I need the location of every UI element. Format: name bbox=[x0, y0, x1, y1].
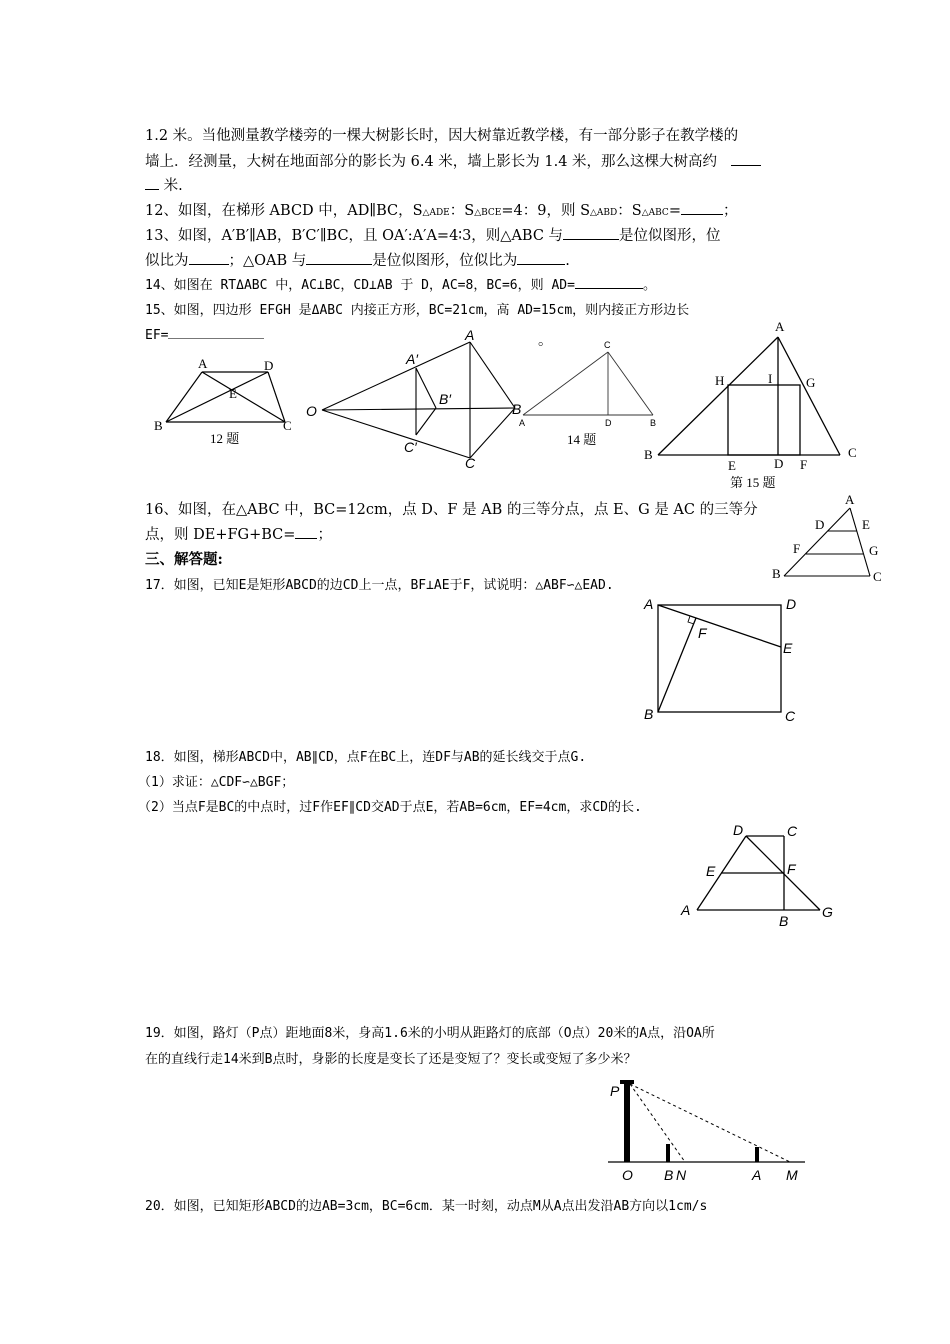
label-M: M bbox=[786, 1167, 798, 1183]
seg-AC bbox=[202, 372, 285, 422]
label-B: B bbox=[512, 401, 522, 417]
question-16: 16、如图，在△ABC 中，BC=12cm，点 D、F 是 AB 的三等分点，点 E、G 是 AC 的三等分 bbox=[145, 502, 758, 518]
seg-DC bbox=[268, 372, 285, 422]
label-C: C bbox=[848, 445, 857, 460]
person-at-B bbox=[666, 1144, 670, 1162]
answer-blank[interactable] bbox=[517, 264, 565, 265]
answer-blank[interactable] bbox=[731, 165, 761, 166]
label-G: G bbox=[806, 375, 816, 390]
label-A-prime: A′ bbox=[406, 351, 418, 367]
question-18-part1: （1）求证：△CDF∽△BGF； bbox=[138, 775, 295, 790]
label-B: B bbox=[644, 706, 654, 722]
label-B-prime: B′ bbox=[439, 391, 451, 407]
section-heading: 三、解答题: bbox=[145, 551, 223, 568]
label-D: D bbox=[605, 418, 612, 428]
label-D: D bbox=[786, 596, 797, 612]
label-C: C bbox=[604, 340, 611, 350]
label-A: A bbox=[681, 902, 691, 918]
label-B: B bbox=[154, 418, 163, 433]
seg-AB bbox=[658, 337, 778, 455]
label-D: D bbox=[815, 517, 825, 532]
question-15: 15、如图，四边形 EFGH 是ΔABC 内接正方形，BC=21cm，高 AD=15cm，则内接正方形边长 bbox=[145, 303, 690, 318]
label-A: A bbox=[644, 596, 654, 612]
lamp-head bbox=[620, 1080, 634, 1084]
question-18: 18．如图，梯形ABCD中，AB∥CD，点F在BC上，连DF与AB的延长线交于点G. bbox=[145, 750, 587, 765]
square-EFGH bbox=[728, 385, 800, 455]
question-13: 13、如图，A′B′∥AB，B′C′∥BC，且 OA′:A′A=4∶3，则△ABC 与 是位似图形，位 bbox=[145, 228, 721, 244]
seg-B1C1 bbox=[416, 408, 436, 435]
label-A: A bbox=[465, 327, 475, 343]
figure-17 bbox=[640, 595, 815, 725]
answer-blank[interactable] bbox=[575, 288, 643, 289]
question-14: 14、如图在 RTΔABC 中，AC⊥BC，CD⊥AB 于 D，AC=8，BC=6，则 AD= 。 bbox=[145, 278, 656, 293]
question-13-cont: 似比为 ；△OAB 与 是位似图形，位似比为 . bbox=[145, 253, 570, 269]
answer-blank[interactable] bbox=[189, 264, 229, 265]
label-D: D bbox=[774, 456, 784, 471]
label-B: B bbox=[664, 1167, 674, 1183]
label-B: B bbox=[644, 447, 653, 462]
answer-blank[interactable] bbox=[168, 338, 264, 339]
figure-19 bbox=[600, 1070, 810, 1185]
figure-16 bbox=[770, 490, 890, 585]
label-F: F bbox=[698, 625, 707, 641]
label-F: F bbox=[793, 541, 801, 556]
label-P: P bbox=[610, 1083, 620, 1099]
stray-dot: 。 bbox=[538, 333, 553, 349]
question-20: 20．如图，已知矩形ABCD的边AB=3cm，BC=6cm．某一时刻，动点M从A点出发沿AB方向以1cm/s bbox=[145, 1199, 708, 1214]
seg-OB bbox=[322, 408, 515, 410]
figure-18 bbox=[675, 820, 845, 935]
label-E: E bbox=[706, 863, 716, 879]
seg-AC bbox=[523, 352, 608, 415]
label-D: D bbox=[733, 822, 744, 838]
figure-12 bbox=[150, 352, 300, 452]
label-G: G bbox=[869, 543, 879, 558]
person-at-A bbox=[755, 1147, 759, 1162]
lamp-post bbox=[624, 1084, 630, 1162]
seg-OC bbox=[322, 410, 470, 458]
answer-blank[interactable] bbox=[295, 538, 317, 539]
question-19-cont: 在的直线行走14米到B点时，身影的长度是变长了还是变短了？变长或变短了多少米？ bbox=[145, 1052, 637, 1067]
label-C: C bbox=[283, 418, 292, 433]
label-H: H bbox=[715, 373, 725, 388]
question-15-ef: EF= bbox=[145, 326, 264, 346]
seg-AC bbox=[778, 337, 840, 455]
caption-14: 14 题 bbox=[567, 432, 597, 447]
figure-13 bbox=[300, 327, 530, 471]
label-A: A bbox=[198, 356, 208, 371]
seg-BF bbox=[658, 618, 696, 712]
label-F: F bbox=[800, 457, 808, 472]
label-O: O bbox=[622, 1167, 633, 1183]
label-B: B bbox=[779, 913, 789, 929]
label-E: E bbox=[728, 458, 736, 473]
question-19: 19．如图，路灯（P点）距地面8米，身高1.6米的小明从距路灯的底部（O点）20米的A点，沿OA所 bbox=[145, 1026, 715, 1041]
answer-blank[interactable] bbox=[563, 239, 619, 240]
seg-BD bbox=[166, 372, 268, 422]
question-16-cont: 点，则 DE+FG+BC= ； bbox=[145, 527, 332, 543]
label-E: E bbox=[229, 386, 237, 401]
seg-AB bbox=[166, 372, 202, 422]
caption-12: 12 题 bbox=[210, 431, 240, 446]
label-O: O bbox=[306, 403, 317, 419]
light-ray-N bbox=[630, 1084, 685, 1162]
seg-AB bbox=[470, 342, 515, 408]
label-C: C bbox=[785, 708, 796, 724]
text-line-2: 墙上．经测量，大树在地面部分的影长为 6.4 米，墙上影长为 1.4 米，那么这棵大树高约 bbox=[145, 152, 761, 172]
label-I: I bbox=[768, 371, 773, 386]
label-F: F bbox=[787, 861, 796, 877]
label-A: A bbox=[519, 418, 526, 428]
label-C: C bbox=[873, 569, 882, 584]
light-ray-M bbox=[630, 1084, 790, 1162]
label-D: D bbox=[264, 358, 274, 373]
question-18-part2: （2）当点F是BC的中点时，过F作EF∥CD交AD于点E，若AB=6cm，EF=4cm，求CD的长. bbox=[138, 800, 642, 815]
answer-blank[interactable] bbox=[681, 214, 723, 215]
answer-blank[interactable] bbox=[145, 189, 159, 190]
question-17: 17．如图，已知E是矩形ABCD的边CD上一点，BF⊥AE于F，试说明：△ABF∽△EAD. bbox=[145, 578, 614, 593]
seg-AE bbox=[658, 605, 781, 647]
caption-15: 第 15 题 bbox=[730, 475, 776, 490]
text-line-1: 1.2 米。当他测量教学楼旁的一棵大树影长时，因大树靠近教学楼，有一部分影子在教学楼的 bbox=[145, 128, 739, 144]
answer-blank[interactable] bbox=[306, 264, 372, 265]
label-E: E bbox=[783, 640, 793, 656]
label-A: A bbox=[752, 1167, 762, 1183]
label-A: A bbox=[775, 319, 785, 334]
question-12: 12、如图，在梯形 ABCD 中，AD∥BC，S△ADE：S△BCE=4：9，则 S△ABD：S△ABC= ； bbox=[145, 203, 738, 219]
label-N: N bbox=[676, 1167, 687, 1183]
label-B: B bbox=[650, 418, 657, 428]
label-C: C bbox=[787, 823, 798, 839]
figure-15 bbox=[640, 315, 860, 490]
label-C: C bbox=[465, 455, 476, 471]
text-line-3: 米. bbox=[145, 176, 183, 196]
seg-A1B1 bbox=[416, 368, 436, 408]
rect-ABCD bbox=[658, 605, 781, 712]
seg-BC bbox=[470, 408, 515, 458]
label-A: A bbox=[845, 492, 855, 507]
label-E: E bbox=[862, 517, 870, 532]
label-B: B bbox=[772, 566, 781, 581]
label-G: G bbox=[822, 904, 833, 920]
label-C-prime: C′ bbox=[404, 439, 417, 455]
